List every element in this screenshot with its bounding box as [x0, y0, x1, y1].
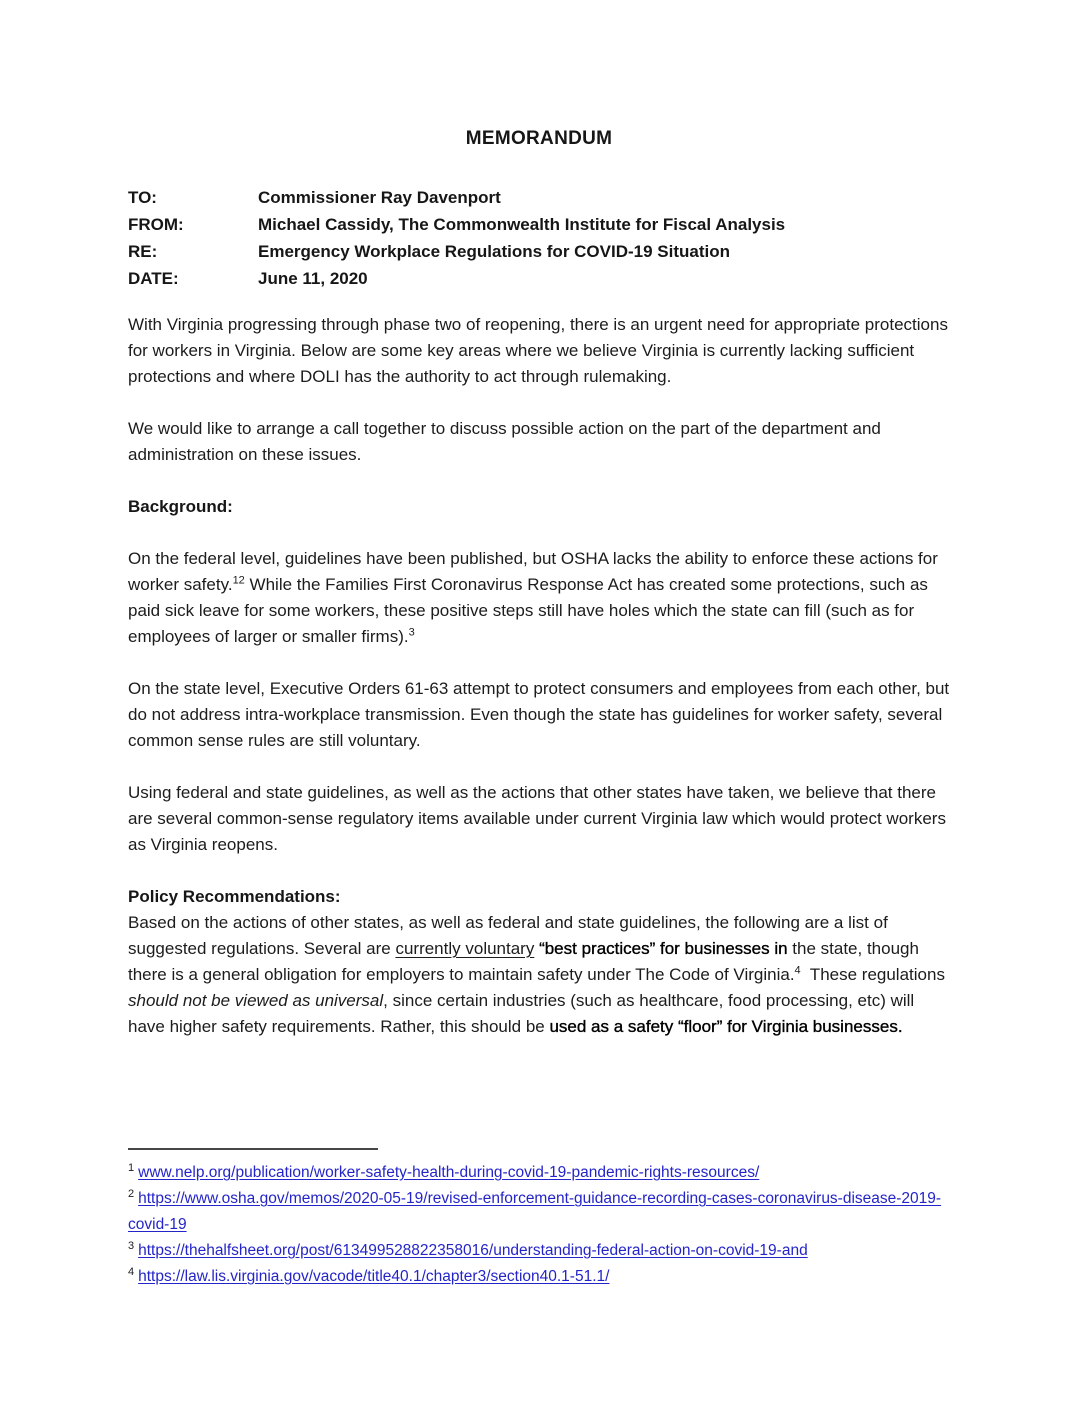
policy-p1-text-6: used as a safety “floor” for Virginia businesses.	[549, 1017, 903, 1036]
date-value: June 11, 2020	[258, 269, 368, 288]
footnote-ref-4: 4	[794, 964, 801, 977]
background-heading: Background:	[128, 497, 233, 516]
intro-paragraph-2: We would like to arrange a call together to discuss possible action on the part of the department and administration on these issues.	[128, 419, 881, 464]
background-paragraph-1	[128, 546, 950, 650]
footnote-4	[128, 1264, 964, 1290]
policy-p1-text: Based on the actions of other states, as well as federal and state guidelines, the following are a list of suggested regulations. Several are	[128, 913, 888, 958]
to-value: Commissioner Ray Davenport	[258, 188, 501, 207]
footnote-1-marker: 1	[128, 1161, 135, 1174]
footnote-2	[128, 1186, 964, 1238]
footnote-separator	[128, 1148, 378, 1150]
footnote-ref-1-2: 12	[232, 574, 245, 587]
memo-field-date	[128, 265, 950, 292]
memo-field-to	[128, 184, 950, 211]
memo-title: MEMORANDUM	[465, 128, 613, 149]
footnote-3-marker: 3	[128, 1239, 135, 1252]
footnotes-section	[128, 1148, 964, 1290]
footnote-1	[128, 1160, 964, 1186]
footnote-3	[128, 1238, 964, 1264]
footnote-4-link[interactable]: https://law.lis.virginia.gov/vacode/title40.1/chapter3/section40.1-51.1/	[138, 1268, 610, 1285]
policy-p1-text-2: “best practices” for businesses in	[534, 939, 788, 958]
policy-p1-text-4: These regulations	[800, 965, 945, 984]
memo-field-re	[128, 238, 950, 265]
policy-p1-text-3: the state, though there is a general obligation for employers to maintain safety under The Code of Virginia.	[128, 939, 919, 984]
memo-header-block	[128, 184, 950, 292]
memo-content	[128, 0, 950, 1066]
background-p1-text: On the federal level, guidelines have been published, but OSHA lacks the ability to enforce these actions for worker safety.	[128, 549, 938, 594]
footnote-2-marker: 2	[128, 1187, 135, 1200]
background-p1-text-2: While the Families First Coronavirus Response Act has created some protections, such as paid sick leave for some workers, these positive steps still have holes which the state can fill (such as for employees of larger or smaller firms).	[128, 575, 928, 646]
policy-p1-text-5: , since certain industries (such as healthcare, food processing, etc) will have higher safety requirements. Rather, this should be	[128, 991, 915, 1036]
date-label: DATE:	[128, 269, 179, 288]
to-label: TO:	[128, 188, 157, 207]
policy-paragraph-1	[128, 910, 950, 1040]
footnote-ref-3: 3	[408, 626, 415, 639]
background-paragraph-3: Using federal and state guidelines, as well as the actions that other states have taken, we believe that there are several common-sense regulatory items available under current Virginia law which would protect workers as Virginia reopens.	[128, 783, 946, 854]
footnote-3-link[interactable]: https://thehalfsheet.org/post/613499528822358016/understanding-federal-action-on-covid-19-and	[138, 1242, 808, 1259]
intro-paragraph-1: With Virginia progressing through phase two of reopening, there is an urgent need for appropriate protections for workers in Virginia. Below are some key areas where we believe Virginia is currently lacking sufficient protections and where DOLI has the authority to act through rulemaking.	[128, 315, 948, 386]
footnote-4-marker: 4	[128, 1265, 135, 1278]
re-value: Emergency Workplace Regulations for COVID-19 Situation	[258, 242, 731, 261]
policy-italic-phrase: should not be viewed as universal	[128, 991, 384, 1010]
memo-body	[128, 312, 950, 1040]
from-value: Michael Cassidy, The Commonwealth Institute for Fiscal Analysis	[258, 215, 786, 234]
from-label: FROM:	[128, 215, 184, 234]
policy-underlined-phrase: currently voluntary	[395, 939, 535, 958]
policy-heading: Policy Recommendations:	[128, 887, 341, 906]
re-label: RE:	[128, 242, 158, 261]
memo-field-from	[128, 211, 950, 238]
footnote-2-link[interactable]: https://www.osha.gov/memos/2020-05-19/revised-enforcement-guidance-recording-cases-coronavirus-disease-2019-covid-19	[128, 1190, 942, 1233]
background-paragraph-2: On the state level, Executive Orders 61-63 attempt to protect consumers and employees from each other, but do not address intra-workplace transmission. Even though the state has guidelines for worker safety, several common sense rules are still voluntary.	[128, 679, 950, 750]
footnote-1-link[interactable]: www.nelp.org/publication/worker-safety-health-during-covid-19-pandemic-rights-resources/	[138, 1164, 760, 1181]
